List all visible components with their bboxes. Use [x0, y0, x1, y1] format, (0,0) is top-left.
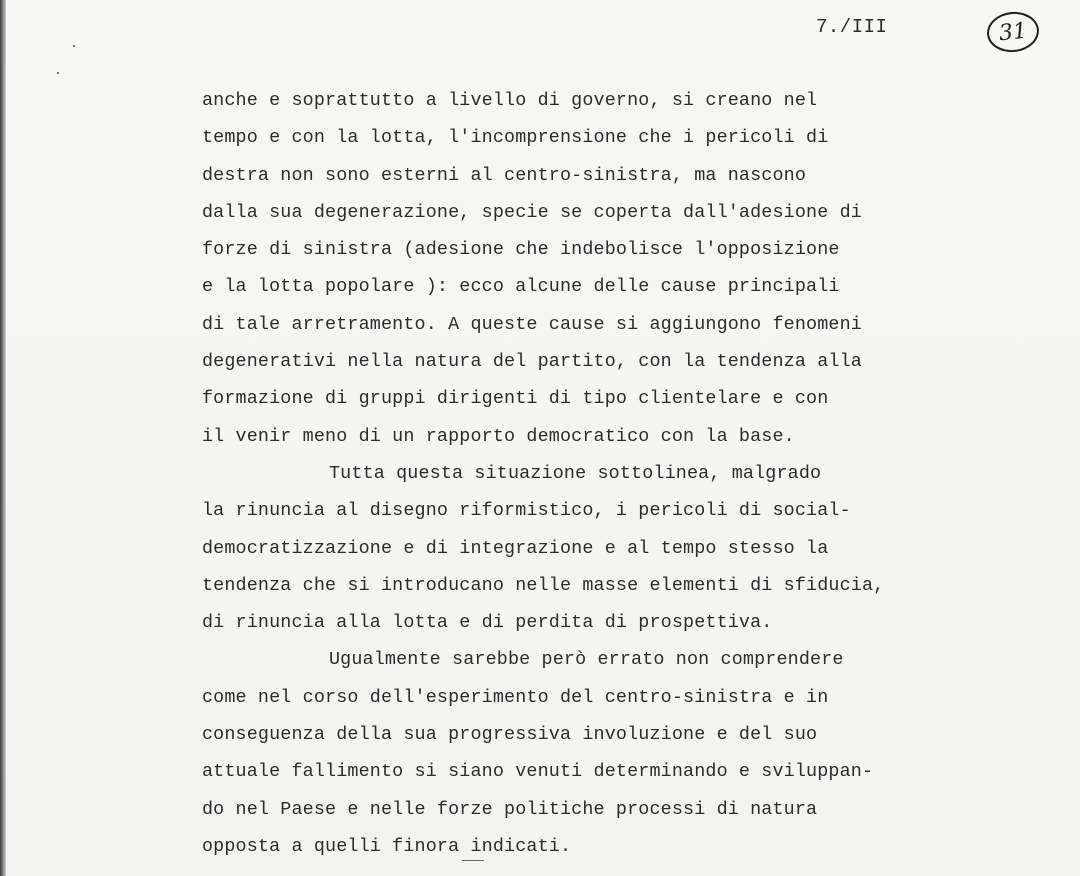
text-line: forze di sinistra (adesione che indebolisce l'opposizione [202, 239, 840, 261]
text-line: di rinuncia alla lotta e di perdita di prospettiva. [202, 612, 773, 634]
paragraph [202, 455, 1022, 641]
text-line: Tutta questa situazione sottolinea, malgrado [329, 462, 822, 484]
text-line: anche e soprattutto a livello di governo, si creano nel [202, 90, 818, 111]
text-line: attuale fallimento si siano venuti determinando e sviluppan- [202, 761, 874, 783]
text-line: la rinuncia al disegno riformistico, i pericoli di social- [202, 500, 851, 522]
text-line: il venir meno di un rapporto democratico con la base. [202, 425, 795, 447]
text-line: e la lotta popolare ): ecco alcune delle cause principali [202, 276, 840, 298]
stamp-number: 31 [997, 18, 1029, 46]
scan-edge [0, 0, 6, 876]
text-line: destra non sono esterni al centro-sinistra, ma nascono [202, 164, 807, 186]
text-line: democratizzazione e di integrazione e al tempo stesso la [202, 537, 829, 559]
paragraph [202, 641, 1022, 865]
archive-stamp [985, 9, 1041, 54]
text-line: conseguenza della sua progressiva involuzione e del suo [202, 724, 818, 746]
scan-speck [73, 45, 75, 47]
scan-speck [57, 72, 59, 74]
text-line: do nel Paese e nelle forze politiche processi di natura [202, 798, 818, 820]
text-line: Ugualmente sarebbe però errato non comprendere [329, 649, 844, 671]
typewritten-text [202, 82, 1022, 865]
text-line: opposta a quelli finora indicati. [202, 835, 572, 857]
text-line: di tale arretramento. A queste cause si aggiungono fenomeni [202, 313, 862, 335]
text-line: tendenza che si introducano nelle masse elementi di sfiducia, [202, 574, 885, 596]
text-line: degenerativi nella natura del partito, con la tendenza alla [202, 351, 862, 373]
underline-mark [462, 860, 484, 861]
text-line: come nel corso dell'esperimento del centro-sinistra e in [202, 686, 829, 708]
page-number: 7./III [816, 16, 888, 38]
paragraph [202, 82, 1022, 455]
text-line: dalla sua degenerazione, specie se coperta dall'adesione di [202, 201, 862, 223]
text-line: tempo e con la lotta, l'incomprensione che i pericoli di [202, 127, 829, 149]
text-line: formazione di gruppi dirigenti di tipo clientelare e con [202, 388, 829, 410]
